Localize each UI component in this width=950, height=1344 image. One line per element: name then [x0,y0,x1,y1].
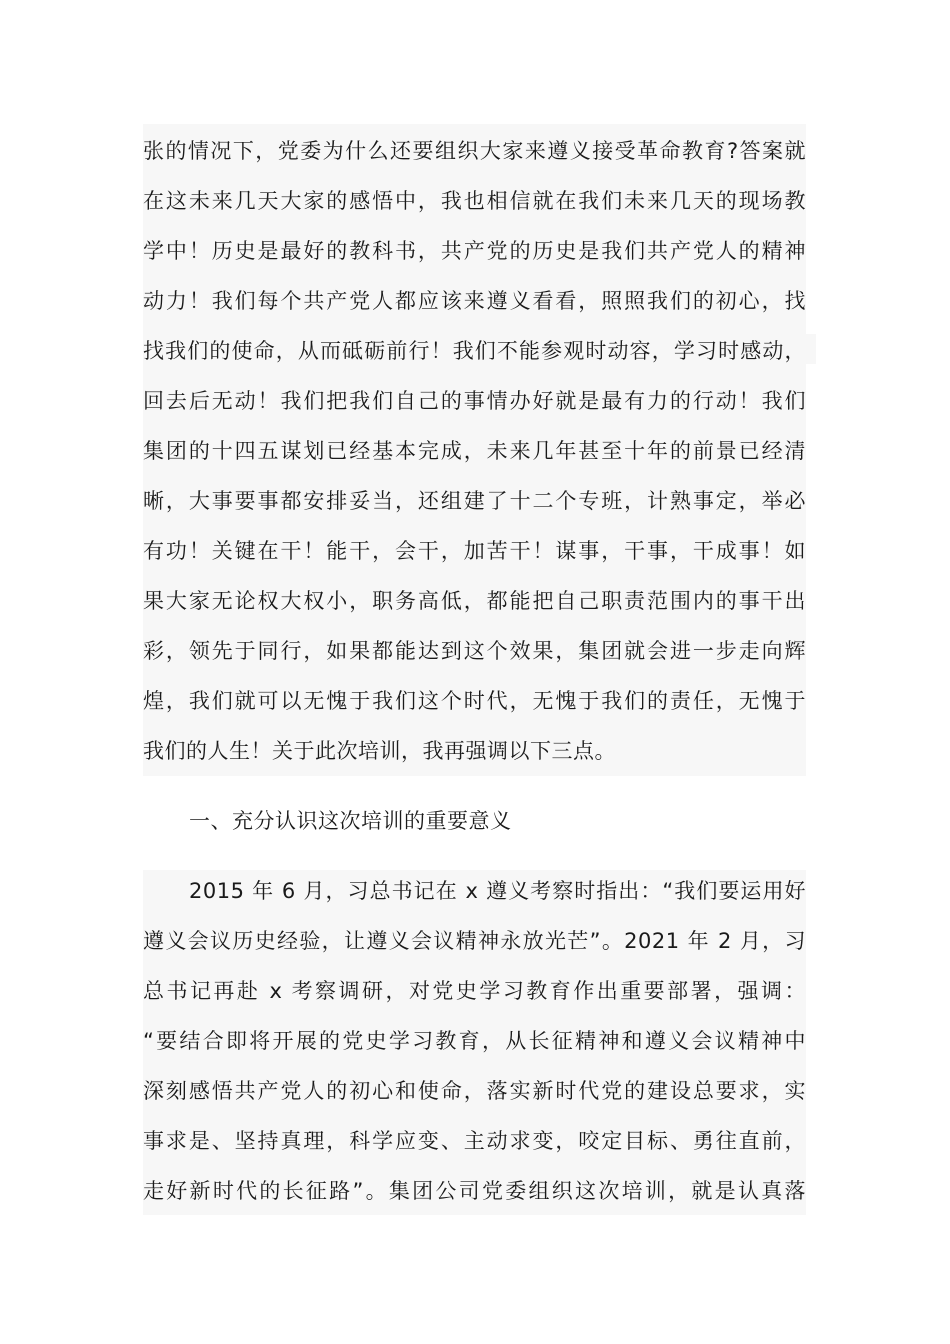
paragraph-line: 走好新时代的长征路”。集团公司党委组织这次培训，就是认真落 [143,1179,806,1203]
paragraph-line: 找我们的使命，从而砥砺前行！我们不能参观时动容，学习时感动， [143,339,806,363]
paragraph-line: 遵义会议历史经验，让遵义会议精神永放光芒”。2021 年 2 月，习 [143,929,806,953]
section-heading: 一、充分认识这次培训的重要意义 [189,809,512,833]
paragraph-line: 煌，我们就可以无愧于我们这个时代，无愧于我们的责任，无愧于 [143,689,806,713]
paragraph-line: 在这未来几天大家的感悟中，我也相信就在我们未来几天的现场教 [143,189,806,213]
paragraph-line: 动力！我们每个共产党人都应该来遵义看看，照照我们的初心，找 [143,289,806,313]
paragraph-intro [143,124,806,776]
paragraph-line-first: 2015 年 6 月，习总书记在 x 遵义考察时指出：“我们要运用好 [189,879,806,903]
margin-highlight [806,334,816,364]
paragraph-line: 事求是、坚持真理，科学应变、主动求变，咬定目标、勇往直前， [143,1129,806,1153]
paragraph-line: 果大家无论权大权小，职务高低，都能把自己职责范围内的事干出 [143,589,806,613]
paragraph-line: 集团的十四五谋划已经基本完成，未来几年甚至十年的前景已经清 [143,439,806,463]
paragraph-line: 学中！历史是最好的教科书，共产党的历史是我们共产党人的精神 [143,239,806,263]
paragraph-line: 有功！关键在干！能干，会干，加苦干！谋事，干事，干成事！如 [143,539,806,563]
paragraph-line: “要结合即将开展的党史学习教育，从长征精神和遵义会议精神中 [143,1029,806,1053]
paragraph-line: 回去后无动！我们把我们自己的事情办好就是最有力的行动！我们 [143,389,806,413]
paragraph-line: 彩，领先于同行，如果都能达到这个效果，集团就会进一步走向辉 [143,639,806,663]
paragraph-line: 张的情况下，党委为什么还要组织大家来遵义接受革命教育?答案就 [143,139,806,163]
paragraph-line: 总书记再赴 x 考察调研，对党史学习教育作出重要部署，强调： [143,979,806,1003]
paragraph-line-last: 我们的人生！关于此次培训，我再强调以下三点。 [143,739,616,763]
paragraph-significance [143,870,806,1215]
paragraph-line: 晰，大事要事都安排妥当，还组建了十二个专班，计熟事定，举必 [143,489,806,513]
paragraph-line: 深刻感悟共产党人的初心和使命，落实新时代党的建设总要求，实 [143,1079,806,1103]
